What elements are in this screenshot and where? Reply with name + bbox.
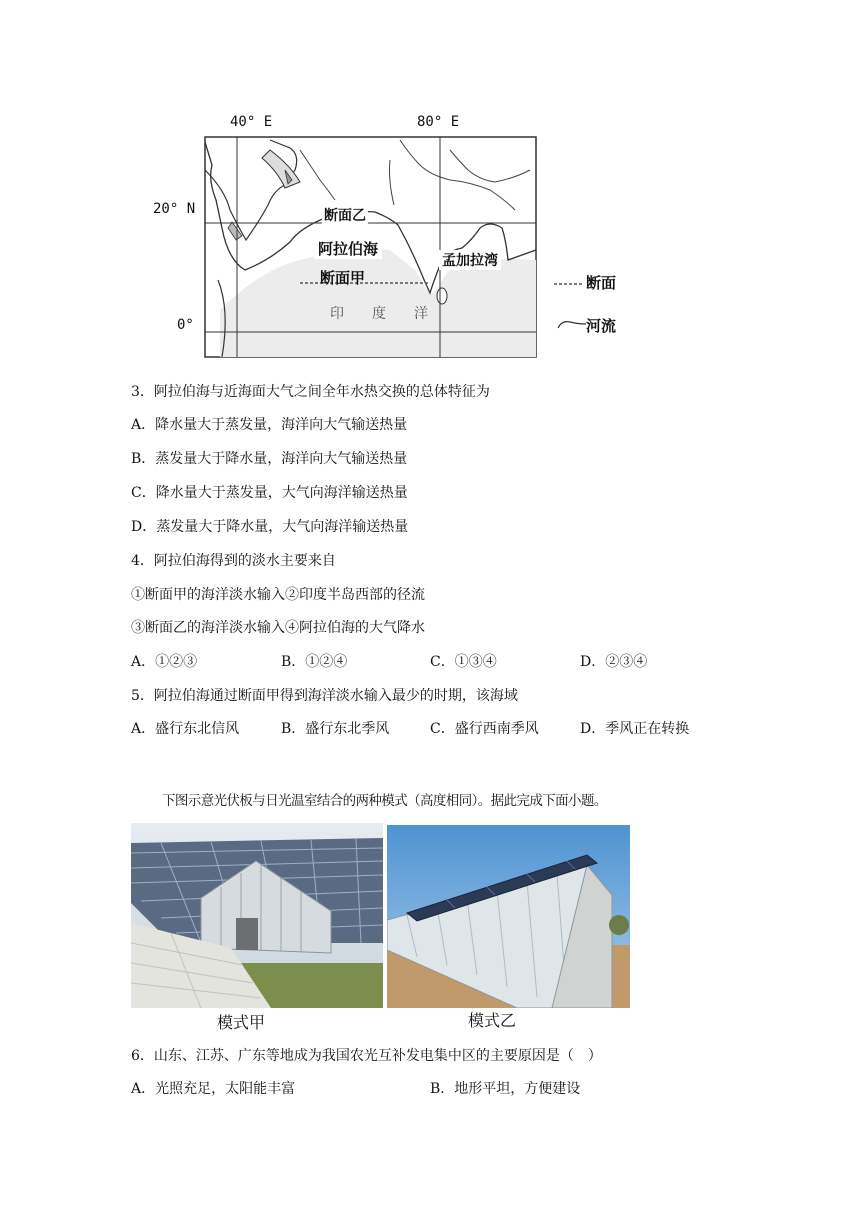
q5-stem: 5．阿拉伯海通过断面甲得到海洋淡水输入最少的时期，该海域: [131, 688, 518, 704]
greenhouse-photo-right: [387, 825, 630, 1008]
q4-option-c: C．①③④: [430, 654, 497, 670]
q4-line2: ③断面乙的海洋淡水输入④阿拉伯海的大气降水: [131, 620, 425, 636]
map-figure: [150, 110, 630, 360]
indian-ocean-label: 印 度 洋: [330, 306, 428, 322]
section-intro: 下图示意光伏板与日光温室结合的两种模式（高度相同）。据此完成下面小题。: [162, 793, 607, 809]
q6-stem: 6．山东、江苏、广东等地成为我国农光互补发电集中区的主要原因是（ ）: [131, 1048, 602, 1064]
q6-option-b: B．地形平坦，方便建设: [430, 1081, 581, 1097]
q4-stem: 4．阿拉伯海得到的淡水主要来自: [131, 553, 336, 569]
q3-option-a: A．降水量大于蒸发量，海洋向大气输送热量: [131, 417, 408, 433]
q3-option-b: B．蒸发量大于降水量，海洋向大气输送热量: [131, 451, 408, 467]
section-a-label: 断面甲: [320, 269, 366, 287]
q4-option-d: D．②③④: [580, 654, 648, 670]
q5-option-a: A．盛行东北信风: [131, 721, 240, 737]
bay-of-bengal-label: 孟加拉湾: [439, 250, 501, 270]
caption-mode-a: 模式甲: [217, 1013, 266, 1032]
q3-option-c: C．降水量大于蒸发量，大气向海洋输送热量: [131, 485, 408, 501]
q5-option-d: D．季风正在转换: [580, 721, 690, 737]
q6-option-a: A．光照充足，太阳能丰富: [131, 1081, 296, 1097]
q4-option-a: A．①②③: [131, 654, 198, 670]
caption-mode-b: 模式乙: [468, 1011, 517, 1030]
arabian-sea-label: 阿拉伯海: [314, 238, 382, 259]
q4-option-b: B．①②④: [281, 654, 348, 670]
lon-40e-label: 40° E: [230, 114, 273, 130]
q3-option-d: D．蒸发量大于降水量，大气向海洋输送热量: [131, 519, 409, 535]
section-b-label: 断面乙: [322, 205, 368, 225]
q5-option-b: B．盛行东北季风: [281, 721, 390, 737]
q5-option-c: C．盛行西南季风: [430, 721, 539, 737]
greenhouse-photo-left: [131, 823, 383, 1008]
lon-80e-label: 80° E: [417, 114, 460, 130]
lat-20n-label: 20° N: [153, 201, 196, 217]
q3-stem: 3．阿拉伯海与近海面大气之间全年水热交换的总体特征为: [131, 384, 490, 400]
legend-river-label: 河流: [586, 317, 617, 335]
lat-0-label: 0°: [177, 317, 194, 333]
q4-line1: ①断面甲的海洋淡水输入②印度半岛西部的径流: [131, 587, 425, 603]
legend-section-label: 断面: [586, 274, 617, 292]
